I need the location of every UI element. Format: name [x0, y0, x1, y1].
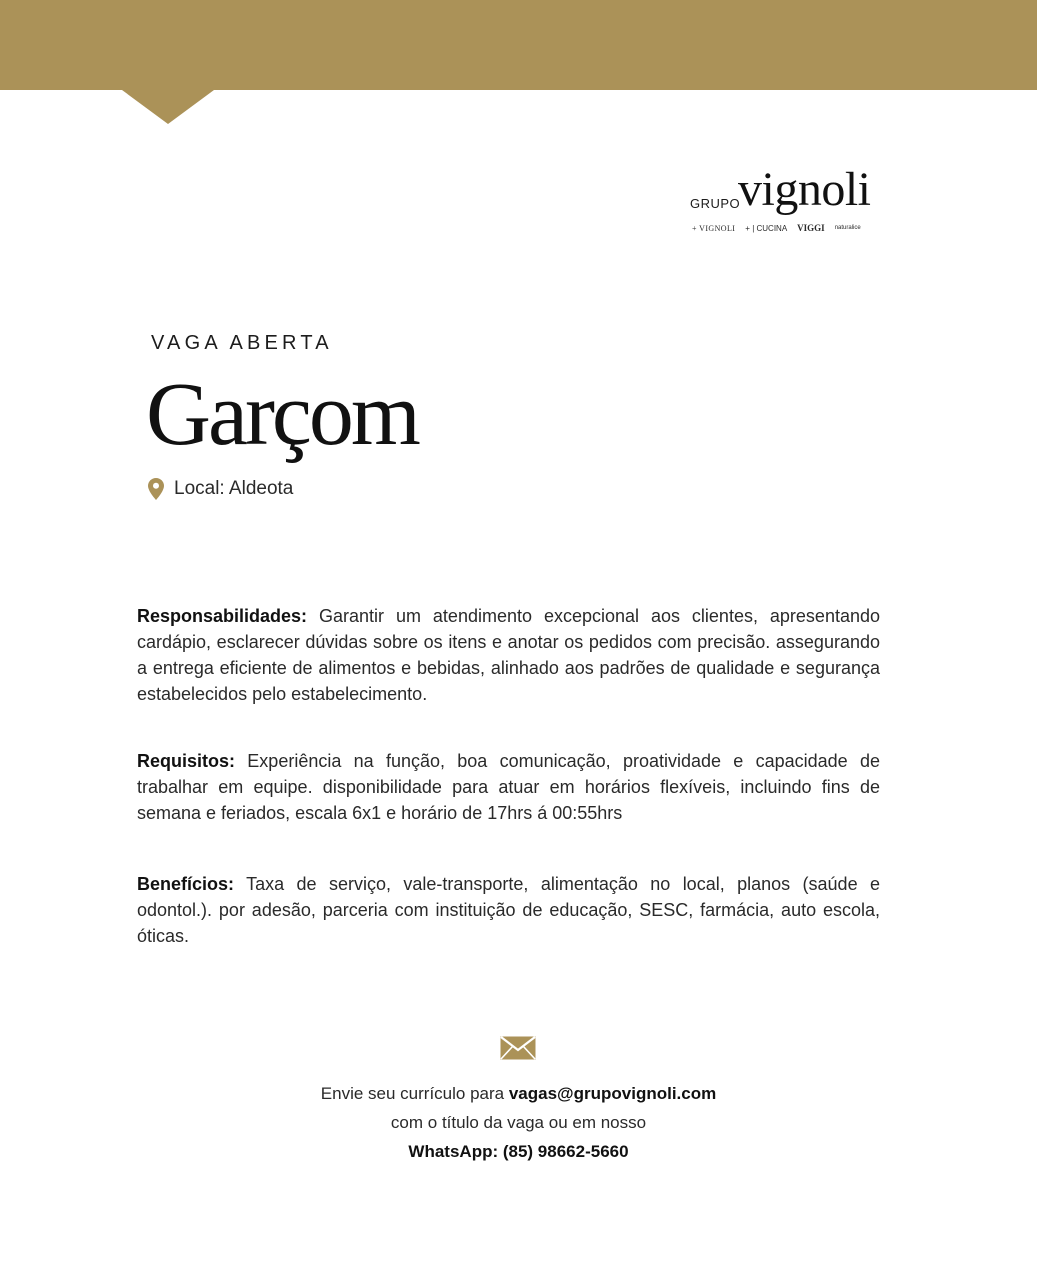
section-text: Garantir um atendimento excepcional aos clientes, apresentando cardápio, esclarecer dúvidas sobre os itens e anotar os pedidos com precisão. assegurando a entrega eficiente de alimentos e bebidas, alinhado aos padrões de qualidade e segurança estabelecidos pelo estabelecimento. — [137, 606, 880, 704]
job-location — [148, 478, 293, 500]
brand-naturalice: naturalice — [834, 225, 861, 231]
section-responsabilidades — [137, 603, 880, 707]
contact-email-link[interactable]: vagas@grupovignoli.com — [508, 1084, 717, 1103]
job-title: Garçom — [146, 365, 418, 464]
contact-whatsapp[interactable]: WhatsApp: (85) 98662-5660 — [408, 1142, 629, 1161]
contact-line-instruction: com o título da vaga ou em nosso — [390, 1113, 647, 1132]
contact-line-email — [0, 1084, 1037, 1104]
top-accent-band — [0, 0, 1037, 90]
map-pin-icon — [148, 478, 164, 500]
section-label: Responsabilidades: — [137, 606, 308, 626]
brand-cucina: + | CUCINA — [745, 223, 788, 233]
job-kicker: VAGA ABERTA — [151, 332, 333, 354]
section-label: Benefícios: — [137, 874, 235, 894]
logo-brand-list — [692, 223, 892, 233]
section-label: Requisitos: — [137, 751, 236, 771]
section-text: Taxa de serviço, vale-transporte, alimentação no local, planos (saúde e odontol.). por adesão, parceria com instituição de educação, SESC, farmácia, auto escola, óticas. — [137, 874, 880, 946]
logo-prefix: GRUPO — [690, 196, 741, 211]
envelope-icon — [500, 1036, 536, 1060]
brand-vignoli: + VIGNOLI — [692, 223, 736, 233]
logo-name: vignoli — [738, 163, 871, 216]
section-requisitos — [137, 748, 880, 826]
band-notch — [122, 90, 214, 124]
section-text: Experiência na função, boa comunicação, proatividade e capacidade de trabalhar em equipe. disponibilidade para atuar em horários flexíveis, incluindo fins de semana e feriados, escala 6x1 e horário de 17hrs á 00:55hrs — [137, 751, 880, 823]
section-beneficios — [137, 871, 880, 949]
location-text: Local: Aldeota — [174, 478, 294, 499]
brand-viggi: VIGGI — [797, 223, 825, 233]
contact-prefix: Envie seu currículo para — [320, 1084, 509, 1103]
grupo-vignoli-logo — [688, 163, 898, 246]
